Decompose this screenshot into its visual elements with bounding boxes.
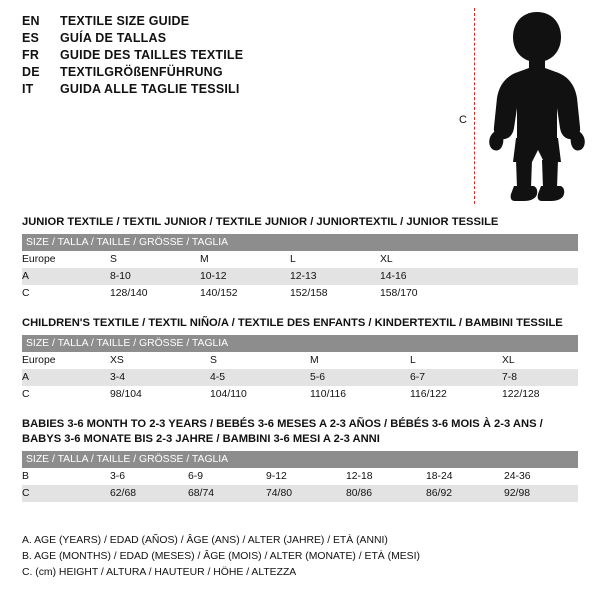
legend-line-c: C. (cm) HEIGHT / ALTURA / HAUTEUR / HÖHE / ALTEZZA [22,566,297,578]
section-title: CHILDREN'S TEXTILE / TEXTIL NIÑO/A / TEXTILE DES ENFANTS / KINDERTEXTIL / BAMBINI TESSILE [22,317,563,329]
language-code: ES [22,31,40,45]
legend-line-a: A. AGE (YEARS) / EDAD (AÑOS) / ÂGE (ANS) / ALTER (JAHRE) / ETÀ (ANNI) [22,535,388,546]
babies-size-table [22,451,578,502]
cell: 140/152 [200,287,238,299]
cell: XL [502,354,515,366]
cell: 80/86 [346,485,426,502]
cell: 62/68 [110,485,188,502]
cell: S [210,354,217,366]
cell: 14-16 [380,268,470,285]
language-title: TEXTILGRÖßENFÜHRUNG [60,65,223,79]
cell: 158/170 [380,287,418,299]
cell: S [110,253,117,265]
cell: 98/104 [110,388,142,400]
language-code: EN [22,14,40,28]
height-measure-dashed-line [474,8,475,204]
legend-line-b: B. AGE (MONTHS) / EDAD (MESES) / ÂGE (MOIS) / ALTER (MONATE) / ETÀ (MESI) [22,550,420,562]
row-label: C [22,388,30,400]
cell: 24-36 [504,470,531,482]
cell: 8-10 [110,268,200,285]
cell-empty [470,285,578,302]
row-label: A [22,369,110,386]
language-title-block [22,14,442,99]
toddler-silhouette-icon [482,10,592,204]
cell: 116/122 [410,388,447,400]
measure-label-c: C [459,114,467,126]
language-title: GUÍA DE TALLAS [60,31,167,45]
cell: 68/74 [188,485,266,502]
table-row [22,468,578,485]
table-row [22,352,578,369]
junior-size-table [22,234,578,302]
cell: 110/116 [310,388,347,400]
table-row [22,251,578,268]
cell: XS [110,354,124,366]
language-row [22,48,442,62]
language-code: DE [22,65,40,79]
height-measure-figure [452,8,592,204]
row-label: Europe [22,253,56,265]
table-row [22,386,578,403]
section-childrens-textile [22,316,578,403]
language-row [22,65,442,79]
row-label: A [22,268,110,285]
language-code: IT [22,82,34,96]
cell: 18-24 [426,470,453,482]
language-title: GUIDE DES TAILLES TEXTILE [60,48,244,62]
language-row [22,31,442,45]
cell: 128/140 [110,287,148,299]
cell: 104/110 [210,388,247,400]
cell: 5-6 [310,369,410,386]
cell: 152/158 [290,287,328,299]
cell: XL [380,253,393,265]
cell: M [200,253,209,265]
language-code: FR [22,48,40,62]
cell: 12-13 [290,268,380,285]
table-row [22,285,578,302]
section-junior-textile [22,215,578,302]
cell: 10-12 [200,268,290,285]
cell: 3-6 [110,470,126,482]
cell: 122/128 [502,388,540,400]
language-title: TEXTILE SIZE GUIDE [60,14,190,28]
cell: 6-7 [410,369,502,386]
cell: 92/98 [504,485,578,502]
section-babies-textile [22,417,578,502]
cell: 7-8 [502,369,578,386]
cell: 3-4 [110,369,210,386]
cell: 9-12 [266,470,287,482]
table-row [22,268,578,285]
cell: 6-9 [188,470,204,482]
cell: M [310,354,319,366]
cell: 74/80 [266,485,346,502]
table-header-row [22,234,578,251]
cell: 12-18 [346,470,373,482]
size-header-label: SIZE / TALLA / TAILLE / GRÖSSE / TAGLIA [22,234,578,251]
language-title: GUIDA ALLE TAGLIE TESSILI [60,82,240,96]
table-row [22,485,578,502]
size-header-label: SIZE / TALLA / TAILLE / GRÖSSE / TAGLIA [22,451,578,468]
legend-block [22,533,578,580]
cell: L [290,253,296,265]
cell-empty [470,251,578,268]
cell: 4-5 [210,369,310,386]
table-row [22,369,578,386]
row-label: Europe [22,354,56,366]
size-header-label: SIZE / TALLA / TAILLE / GRÖSSE / TAGLIA [22,335,578,352]
table-header-row [22,335,578,352]
childrens-size-table [22,335,578,403]
section-title: BABIES 3-6 MONTH TO 2-3 YEARS / BEBÉS 3-6 MESES A 2-3 AÑOS / BÉBÉS 3-6 MOIS À 2-3 ANS / BABYS 3-6 MONATE BIS 2-3 JAHRE / BAMBINI 3-6 MESI A 2-3 ANNI [22,418,543,445]
cell: L [410,354,416,366]
section-title: JUNIOR TEXTILE / TEXTIL JUNIOR / TEXTILE JUNIOR / JUNIORTEXTIL / JUNIOR TESSILE [22,216,499,228]
row-label: B [22,470,29,482]
language-row [22,14,442,28]
language-row [22,82,442,96]
row-label: C [22,287,30,299]
cell-empty [470,268,578,285]
row-label: C [22,485,110,502]
cell: 86/92 [426,485,504,502]
table-header-row [22,451,578,468]
